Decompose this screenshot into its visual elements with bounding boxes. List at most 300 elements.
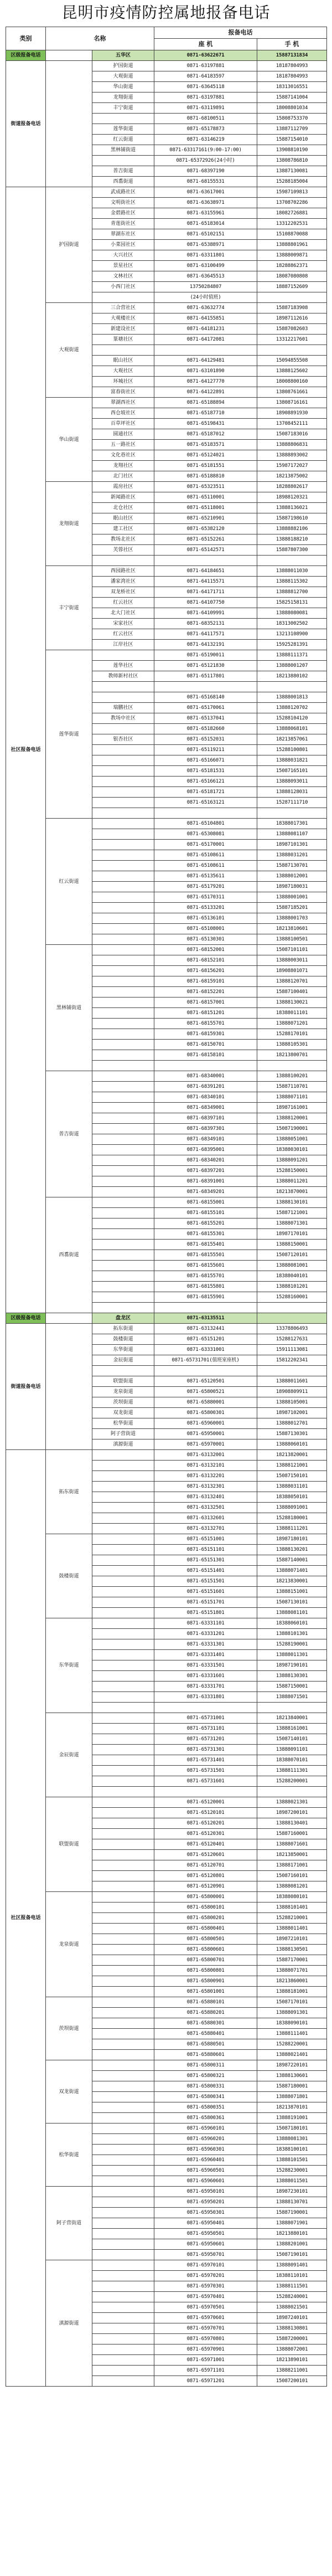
row-mobile: 13888136021 <box>257 503 327 513</box>
row-name <box>92 1976 154 1987</box>
street-group-cell: 东华街道 <box>46 1618 92 1713</box>
row-name: 大观街道 <box>92 71 154 82</box>
row-landline: 0871-64172081 <box>154 335 257 345</box>
row-name <box>92 2208 154 2218</box>
row-landline <box>154 1303 257 1313</box>
row-landline: 0871-63119891 <box>154 103 257 114</box>
row-mobile: 15288170101 <box>257 1029 327 1040</box>
row-mobile: 15288240001 <box>257 2292 327 2302</box>
row-landline: 0871-65880201 <box>154 2008 257 2018</box>
row-mobile: 13888111201 <box>257 1524 327 1534</box>
row-name <box>92 1208 154 1218</box>
row-landline: 0871-65163121 <box>154 798 257 808</box>
row-mobile: 18987220101 <box>257 2060 327 2071</box>
row-mobile: 13888091001 <box>257 1503 327 1513</box>
row-landline: 0871-65136101 <box>154 913 257 924</box>
row-mobile: 13888125602 <box>257 366 327 377</box>
row-landline: 0871-68150701 <box>154 1040 257 1050</box>
row-name: 江岸社区 <box>92 640 154 650</box>
row-name <box>92 2071 154 2081</box>
row-mobile: 13888081107 <box>257 829 327 840</box>
table-row <box>6 398 327 408</box>
row-mobile: 13888081301 <box>257 2134 327 2145</box>
row-mobile: 13888080081 <box>257 608 327 619</box>
row-landline <box>154 1787 257 1797</box>
row-mobile: 18388100101 <box>257 2145 327 2155</box>
table-row <box>6 1197 327 1208</box>
row-landline: 0871-63632774 <box>154 303 257 313</box>
row-landline: 0871-65800901 <box>154 1976 257 1987</box>
row-name <box>92 808 154 819</box>
row-mobile: 13888081001 <box>257 1261 327 1271</box>
row-name <box>92 766 154 777</box>
row-name: 黑林铺街道 <box>92 145 154 156</box>
row-mobile: 15887183908 <box>257 303 327 313</box>
row-name <box>92 1019 154 1029</box>
row-name <box>92 2145 154 2155</box>
row-name <box>92 1629 154 1639</box>
row-name <box>92 1776 154 1787</box>
row-name <box>92 2313 154 2323</box>
row-landline: 0871-65731501 <box>154 1766 257 1776</box>
row-name: 青莲街社区 <box>92 219 154 229</box>
row-name: 新建设社区 <box>92 324 154 335</box>
row-name: 金辰街道 <box>92 1355 154 1366</box>
street-group-cell: 鼓楼街道 <box>46 1534 92 1618</box>
category-header: 类别 <box>6 27 46 50</box>
row-landline: 0871-65960301 <box>154 2145 257 2155</box>
row-name <box>92 1545 154 1555</box>
row-name <box>92 1566 154 1576</box>
row-mobile: 15087183016 <box>257 429 327 440</box>
row-landline: 0871-65187710 <box>154 408 257 419</box>
row-landline: 0871-65800401 <box>154 1924 257 1934</box>
row-name <box>92 1261 154 1271</box>
row-name <box>92 1766 154 1776</box>
street-group-cell: 联盟街道 <box>46 1797 92 1892</box>
row-mobile: 15087170101 <box>257 1997 327 2008</box>
row-name <box>92 998 154 1008</box>
row-landline: 0871-65121830 <box>154 661 257 671</box>
row-name: 芙蓉社区 <box>92 545 154 556</box>
row-name <box>92 1092 154 1103</box>
row-name <box>92 1860 154 1871</box>
row-mobile: 18313002502 <box>257 619 327 629</box>
row-name: 三合营社区 <box>92 303 154 313</box>
row-name <box>92 1555 154 1566</box>
row-mobile <box>257 345 327 356</box>
row-mobile: 15108870088 <box>257 229 327 240</box>
row-landline: 0871-63100499 <box>154 261 257 271</box>
blank-cell <box>46 1313 92 1324</box>
row-mobile: 15925281391 <box>257 640 327 650</box>
row-mobile: 13888893002 <box>257 450 327 461</box>
row-mobile: 18987210101 <box>257 1934 327 1945</box>
row-mobile: 13887130081 <box>257 166 327 177</box>
row-landline: 0871-65880501 <box>154 2039 257 2050</box>
row-name <box>92 1903 154 1913</box>
row-name <box>92 1881 154 1892</box>
row-landline: 0871-65120401 <box>154 1839 257 1850</box>
row-name <box>92 2334 154 2344</box>
row-landline: 0871-65170311 <box>154 892 257 903</box>
district-landline: 0871-63622671 <box>154 50 257 61</box>
street-group-cell: 茨坝街道 <box>46 1997 92 2060</box>
row-mobile: 13888812700 <box>257 587 327 598</box>
row-landline: 0871-68155101 <box>154 1208 257 1218</box>
row-name: 潘家湾社区 <box>92 577 154 587</box>
row-name <box>92 2102 154 2113</box>
row-landline: 0871-65188810 <box>154 471 257 482</box>
row-name <box>92 1724 154 1734</box>
row-landline: 0871-65133201 <box>154 903 257 913</box>
row-mobile: 15087120101 <box>257 1250 327 1261</box>
row-mobile: 18213880102 <box>257 671 327 682</box>
row-name <box>92 1597 154 1608</box>
row-mobile: 18987112616 <box>257 313 327 324</box>
row-name: 西翥街道 <box>92 177 154 187</box>
row-name: 小西门社区 <box>92 282 154 292</box>
row-mobile: 15087165101 <box>257 766 327 777</box>
row-mobile: 13888130501 <box>257 1945 327 1955</box>
row-landline: 0871-65880401 <box>154 2029 257 2039</box>
row-landline: 0871-65181551 <box>154 461 257 471</box>
street-group-cell: 拓东街道 <box>46 1450 92 1534</box>
row-mobile: 15087130101 <box>257 1597 327 1608</box>
row-landline: 0871-65151401 <box>154 1566 257 1576</box>
row-mobile: 18213860001 <box>257 1976 327 1987</box>
row-mobile: 13888071301 <box>257 1218 327 1229</box>
row-name: 联盟街道 <box>92 1376 154 1387</box>
row-mobile: 15288180001 <box>257 1513 327 1524</box>
row-landline: 0871-65170061 <box>154 703 257 713</box>
table-row <box>6 2123 327 2134</box>
row-landline: 0871-65104801 <box>154 819 257 829</box>
row-landline: 0871-65151801 <box>154 1608 257 1618</box>
row-landline: 0871-65372926(24小时) <box>154 156 257 166</box>
row-landline: 0871-65170001 <box>154 840 257 850</box>
row-landline: 0871-68395001 <box>154 1145 257 1155</box>
row-name: 眠山社区 <box>92 356 154 366</box>
row-name <box>92 1713 154 1724</box>
row-mobile: 13213108900 <box>257 629 327 640</box>
row-landline: 0871-64107750 <box>154 598 257 608</box>
row-name <box>92 1124 154 1134</box>
row-landline: 0871-65801001 <box>154 1987 257 1997</box>
phone-table <box>6 27 327 2387</box>
row-landline: 0871-68152101 <box>154 955 257 966</box>
row-mobile: 13888111501 <box>257 2281 327 2292</box>
row-landline: 0871-63132401 <box>154 1492 257 1503</box>
row-name <box>92 2187 154 2197</box>
row-mobile: 13888105301 <box>257 1040 327 1050</box>
row-landline: 0871-63132601 <box>154 1513 257 1524</box>
row-name <box>92 692 154 703</box>
table-body <box>6 50 327 2387</box>
row-landline: 0871-65388971 <box>154 240 257 250</box>
row-mobile: 15087160101 <box>257 1871 327 1881</box>
table-row <box>6 303 327 313</box>
row-name <box>92 1787 154 1797</box>
row-mobile: 13888071101 <box>257 1092 327 1103</box>
name-header: 名称 <box>46 27 154 50</box>
row-landline: 0871-65960501 <box>154 2166 257 2176</box>
row-name: 翠湖东社区 <box>92 229 154 240</box>
row-mobile: 13888060101 <box>257 1439 327 1450</box>
row-mobile: 13888071201 <box>257 1019 327 1029</box>
row-landline: 0871-65142571 <box>154 545 257 556</box>
row-mobile: 15287111710 <box>257 798 327 808</box>
row-landline: 0871-65800701 <box>154 1955 257 1966</box>
row-landline: 0871-65970101 <box>154 2260 257 2271</box>
street-group-cell: 龙翔街道 <box>46 482 92 566</box>
row-mobile: 18908801071 <box>257 966 327 976</box>
row-landline: 0871-63331201 <box>154 1629 257 1639</box>
row-landline: 0871-65119211 <box>154 745 257 755</box>
row-name <box>92 1050 154 1061</box>
row-name <box>92 1187 154 1197</box>
row-name <box>92 2271 154 2281</box>
row-name <box>92 777 154 787</box>
row-landline: 0871-65950101 <box>154 2187 257 2197</box>
row-name: 西仓坡社区 <box>92 408 154 419</box>
row-name <box>92 2092 154 2102</box>
row-name <box>92 682 154 692</box>
row-landline: 0871-63197881 <box>154 61 257 71</box>
row-landline: 0871-64183597 <box>154 71 257 82</box>
row-name <box>92 1513 154 1524</box>
row-mobile: 13808716161 <box>257 398 327 408</box>
row-landline: 0871-68151201 <box>154 1008 257 1019</box>
street-group-cell: 双龙街道 <box>46 2060 92 2123</box>
street-group-cell: 黑林铺街道 <box>46 945 92 1071</box>
row-name <box>92 292 154 303</box>
table-row <box>6 1618 327 1629</box>
row-landline: 0871-65120201 <box>154 1818 257 1829</box>
row-mobile: 18213800701 <box>257 1050 327 1061</box>
row-landline: 0871-63132001 <box>154 1450 257 1461</box>
street-group-cell <box>46 1324 92 1450</box>
table-row <box>6 187 327 198</box>
row-mobile: 15288100801 <box>257 745 327 755</box>
row-landline: 0871-68155601 <box>154 1261 257 1271</box>
row-mobile: 13888130201 <box>257 1545 327 1555</box>
row-landline: 0871-63132701 <box>154 1524 257 1534</box>
category-cell: 区级报备电话 <box>6 50 46 61</box>
row-mobile: 13888071901 <box>257 2218 327 2229</box>
row-name <box>92 1113 154 1124</box>
row-mobile: 15288160001 <box>257 1292 327 1303</box>
row-landline: 0871-68397201 <box>154 1166 257 1176</box>
table-row <box>6 1892 327 1903</box>
row-landline: 0871-65188894 <box>154 398 257 408</box>
row-landline: 0871-63197881 <box>154 92 257 103</box>
row-mobile: 13888021401 <box>257 2050 327 2060</box>
row-landline: 0871-63155961 <box>154 208 257 219</box>
row-mobile: 15987109813 <box>257 187 327 198</box>
row-landline: 0871-68397101 <box>154 1113 257 1124</box>
row-name <box>92 2239 154 2250</box>
row-name <box>92 1082 154 1092</box>
row-mobile: 18213870101 <box>257 2102 327 2113</box>
row-landline: 0871-65960201 <box>154 2134 257 2145</box>
row-mobile: 13888011030 <box>257 566 327 577</box>
row-landline: 0871-65190011 <box>154 650 257 661</box>
row-name: 北门社区 <box>92 471 154 482</box>
row-name: 拓东街道 <box>92 1324 154 1334</box>
row-landline: 0871-65308081 <box>154 829 257 840</box>
row-mobile <box>257 556 327 566</box>
row-mobile: 13888211001 <box>257 2366 327 2376</box>
row-mobile: 15288210001 <box>257 1913 327 1924</box>
row-name <box>92 2176 154 2187</box>
row-landline: 0871-65800001 <box>154 1892 257 1903</box>
row-landline: 0871-65120901 <box>154 1881 257 1892</box>
table-row <box>6 2187 327 2197</box>
row-mobile: 18987170101 <box>257 1229 327 1240</box>
row-landline: 0871-65382120 <box>154 524 257 534</box>
row-mobile: 13888161001 <box>257 1724 327 1734</box>
row-name: 西园路社区 <box>92 566 154 577</box>
row-mobile: 13888130101 <box>257 1197 327 1208</box>
row-name <box>92 840 154 850</box>
row-landline: 0871-68340201 <box>154 1155 257 1166</box>
row-mobile: 15808753370 <box>257 114 327 124</box>
row-name <box>92 2060 154 2071</box>
row-name <box>92 1745 154 1755</box>
row-name <box>92 1608 154 1618</box>
row-name <box>92 798 154 808</box>
row-landline: 0871-65135611 <box>154 871 257 882</box>
district-landline: 0871-63135511 <box>154 1313 257 1324</box>
row-name: 北大门社区 <box>92 608 154 619</box>
row-landline: 0871-65181721 <box>154 787 257 798</box>
row-landline: 0871-65970001 <box>154 1439 257 1450</box>
row-landline: 0871-65971201 <box>154 2376 257 2387</box>
street-group-cell: 金辰街道 <box>46 1713 92 1797</box>
row-name <box>92 2302 154 2313</box>
row-name: 丰宁街道 <box>92 103 154 114</box>
row-landline: 0871-65880001 <box>154 1397 257 1408</box>
row-mobile: 13888100201 <box>257 1071 327 1082</box>
report-phone-header: 报备电话 <box>154 27 327 39</box>
row-name: 景星社区 <box>92 261 154 271</box>
table-row <box>6 650 327 661</box>
row-name <box>92 1134 154 1145</box>
row-mobile: 18213870001 <box>257 1187 327 1197</box>
table-row <box>6 61 327 71</box>
row-name <box>92 1303 154 1313</box>
row-mobile: 15087150101 <box>257 1471 327 1482</box>
row-mobile: 13888128031 <box>257 787 327 798</box>
row-mobile: 18288802617 <box>257 482 327 492</box>
row-name <box>92 945 154 955</box>
row-mobile: 15887190001 <box>257 2208 327 2218</box>
row-mobile: 15288185004 <box>257 177 327 187</box>
row-name: 富春街社区 <box>92 387 154 398</box>
row-mobile: 18987240101 <box>257 2313 327 2323</box>
row-landline: 0871-68155531 <box>154 177 257 187</box>
row-landline: 0871-68100511 <box>154 114 257 124</box>
row-mobile: 18213830001 <box>257 1576 327 1587</box>
row-name <box>92 1829 154 1839</box>
row-mobile: 18987230101 <box>257 2187 327 2197</box>
row-landline: 0871-65800601 <box>154 1945 257 1955</box>
row-name <box>92 1734 154 1745</box>
row-name <box>92 1987 154 1997</box>
row-landline: 0871-65950601 <box>154 2239 257 2250</box>
row-mobile: 18082726881 <box>257 208 327 219</box>
row-mobile: 13888003011 <box>257 955 327 966</box>
street-group-cell: 西翥街道 <box>46 1197 92 1313</box>
row-mobile <box>257 1303 327 1313</box>
row-name <box>92 114 154 124</box>
row-landline: 0871-65210901 <box>154 513 257 524</box>
row-landline: 0871-68155001 <box>154 1197 257 1208</box>
row-name <box>92 2018 154 2029</box>
row-mobile <box>257 1787 327 1797</box>
row-mobile: 18087080808 <box>257 271 327 282</box>
row-name: 文林社区 <box>92 271 154 282</box>
row-landline <box>154 808 257 819</box>
blank-cell <box>46 50 92 61</box>
row-mobile: 13888011601 <box>257 1376 327 1387</box>
row-landline: 0871-68155901 <box>154 1292 257 1303</box>
category-cell: 社区报备电话 <box>6 1450 46 2387</box>
row-landline: 0871-63331801 <box>154 1692 257 1703</box>
row-mobile <box>257 682 327 692</box>
row-name <box>92 1997 154 2008</box>
row-name <box>92 2281 154 2292</box>
row-landline: 0871-65120501 <box>154 1376 257 1387</box>
row-mobile: 13888130801 <box>257 2323 327 2334</box>
row-landline: 0871-65108611 <box>154 861 257 871</box>
row-mobile: 18388080101 <box>257 1892 327 1903</box>
row-name <box>92 1892 154 1903</box>
row-name: 护国街道 <box>92 61 154 71</box>
row-landline: 0871-68349101 <box>154 1134 257 1145</box>
row-mobile: 13888171001 <box>257 1860 327 1871</box>
row-name <box>92 787 154 798</box>
row-landline: 0871-65108001 <box>154 924 257 934</box>
row-name <box>92 2323 154 2334</box>
row-name: 新闻路社区 <box>92 492 154 503</box>
district-name: 五华区 <box>92 50 154 61</box>
row-mobile: 13888130601 <box>257 2071 327 2081</box>
row-name <box>92 650 154 661</box>
row-landline: 0871-68391001 <box>154 1176 257 1187</box>
row-name <box>92 1240 154 1250</box>
row-name: 松华街道 <box>92 1418 154 1429</box>
row-landline: 0871-63132441 <box>154 1324 257 1334</box>
row-mobile: 13888009871 <box>257 250 327 261</box>
row-name <box>92 1797 154 1808</box>
row-name: 大观楼社区 <box>92 313 154 324</box>
row-name: 龙泉街道 <box>92 1387 154 1397</box>
row-name <box>92 2113 154 2123</box>
row-name: 教师新村社区 <box>92 671 154 682</box>
row-mobile: 15887154010 <box>257 135 327 145</box>
row-name <box>92 1282 154 1292</box>
row-mobile: 18213857061 <box>257 734 327 745</box>
row-landline: 0871-63645513 <box>154 271 257 282</box>
table-row <box>6 1324 327 1334</box>
row-landline: 0871-65137041 <box>154 713 257 724</box>
row-mobile: 18987200101 <box>257 1808 327 1818</box>
row-landline: 0871-65950301 <box>154 2208 257 2218</box>
row-mobile <box>257 808 327 819</box>
row-name <box>92 934 154 945</box>
